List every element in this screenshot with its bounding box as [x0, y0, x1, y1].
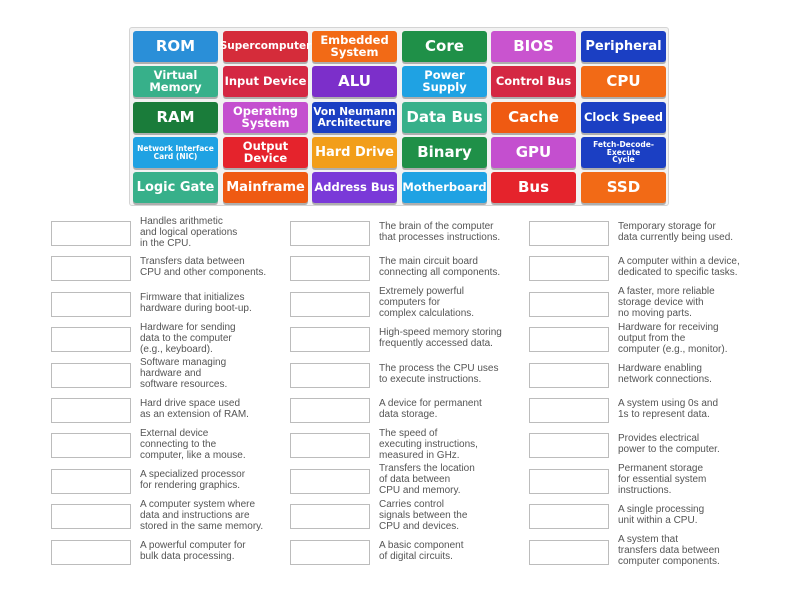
drop-slot[interactable]	[529, 292, 609, 317]
tile-rom[interactable]: ROM	[133, 31, 218, 62]
clue-text: A single processing unit within a CPU.	[618, 504, 705, 526]
clue-text: Firmware that initializes hardware during boot-up.	[140, 292, 252, 314]
clue-text: External device connecting to the computer, like a mouse.	[140, 428, 246, 461]
drop-slot[interactable]	[51, 540, 131, 565]
tile-von-neumann-architecture[interactable]: Von Neumann Architecture	[312, 102, 397, 133]
drop-slot[interactable]	[51, 398, 131, 423]
drop-slot[interactable]	[290, 504, 370, 529]
clue-text: The brain of the computer that processes instructions.	[379, 221, 501, 243]
drop-slot[interactable]	[51, 327, 131, 352]
drop-slot[interactable]	[51, 256, 131, 281]
tile-bus[interactable]: Bus	[491, 172, 576, 203]
drop-slot[interactable]	[529, 221, 609, 246]
drop-slot[interactable]	[529, 504, 609, 529]
clue-text: A computer system where data and instructions are stored in the same memory.	[140, 499, 264, 532]
clue-text: Hardware for receiving output from the computer (e.g., monitor).	[618, 322, 728, 355]
tile-hard-drive[interactable]: Hard Drive	[312, 137, 397, 168]
drop-slot[interactable]	[529, 327, 609, 352]
tile-data-bus[interactable]: Data Bus	[402, 102, 487, 133]
tile-gpu[interactable]: GPU	[491, 137, 576, 168]
tile-virtual-memory[interactable]: Virtual Memory	[133, 66, 218, 97]
drop-slot[interactable]	[290, 292, 370, 317]
tile-output-device[interactable]: Output Device	[223, 137, 308, 168]
drop-slot[interactable]	[290, 469, 370, 494]
tile-clock-speed[interactable]: Clock Speed	[581, 102, 666, 133]
drop-slot[interactable]	[51, 363, 131, 388]
tile-ssd[interactable]: SSD	[581, 172, 666, 203]
tile-ram[interactable]: RAM	[133, 102, 218, 133]
tile-peripheral[interactable]: Peripheral	[581, 31, 666, 62]
clue-text: A powerful computer for bulk data processing.	[140, 540, 246, 562]
clue-text: The speed of executing instructions, measured in GHz.	[379, 428, 478, 461]
clue-text: Handles arithmetic and logical operations in the CPU.	[140, 216, 238, 249]
drop-slot[interactable]	[290, 256, 370, 281]
drop-slot[interactable]	[529, 256, 609, 281]
tile-network-interface-card-nic[interactable]: Network Interface Card (NIC)	[133, 137, 218, 168]
drop-slot[interactable]	[51, 221, 131, 246]
tile-bios[interactable]: BIOS	[491, 31, 576, 62]
drop-slot[interactable]	[51, 504, 131, 529]
tile-logic-gate[interactable]: Logic Gate	[133, 172, 218, 203]
clue-text: Extremely powerful computers for complex calculations.	[379, 286, 475, 319]
tile-motherboard[interactable]: Motherboard	[402, 172, 487, 203]
clue-text: High-speed memory storing frequently accessed data.	[379, 327, 502, 349]
drop-slot[interactable]	[529, 363, 609, 388]
clue-text: A faster, more reliable storage device with no moving parts.	[618, 286, 715, 319]
tile-control-bus[interactable]: Control Bus	[491, 66, 576, 97]
drop-slot[interactable]	[529, 433, 609, 458]
clue-text: A computer within a device, dedicated to specific tasks.	[618, 256, 740, 278]
clue-text: Software managing hardware and software resources.	[140, 357, 228, 390]
clue-text: Transfers data between CPU and other components.	[140, 256, 267, 278]
drop-slot[interactable]	[290, 327, 370, 352]
tile-fetch-decode-execute-cycle[interactable]: Fetch-Decode-Execute Cycle	[581, 137, 666, 168]
drop-slot[interactable]	[290, 540, 370, 565]
drop-slot[interactable]	[529, 469, 609, 494]
tile-embedded-system[interactable]: Embedded System	[312, 31, 397, 62]
drop-slot[interactable]	[290, 433, 370, 458]
clue-text: The main circuit board connecting all components.	[379, 256, 501, 278]
clue-text: Temporary storage for data currently being used.	[618, 221, 734, 243]
clue-text: Hard drive space used as an extension of RAM.	[140, 398, 249, 420]
drop-slot[interactable]	[529, 398, 609, 423]
clue-text: Carries control signals between the CPU and devices.	[379, 499, 468, 532]
tile-power-supply[interactable]: Power Supply	[402, 66, 487, 97]
tile-supercomputer[interactable]: Supercomputer	[223, 31, 308, 62]
clue-text: Provides electrical power to the computer.	[618, 433, 720, 455]
clue-text: A system that transfers data between computer components.	[618, 534, 720, 567]
drop-slot[interactable]	[290, 221, 370, 246]
drop-slot[interactable]	[51, 469, 131, 494]
tile-core[interactable]: Core	[402, 31, 487, 62]
drop-slot[interactable]	[51, 433, 131, 458]
clue-text: Hardware for sending data to the computer (e.g., keyboard).	[140, 322, 236, 355]
drop-slot[interactable]	[51, 292, 131, 317]
tile-cpu[interactable]: CPU	[581, 66, 666, 97]
clue-text: Transfers the location of data between CPU and memory.	[379, 463, 475, 496]
tile-input-device[interactable]: Input Device	[223, 66, 308, 97]
tile-cache[interactable]: Cache	[491, 102, 576, 133]
clue-text: Permanent storage for essential system instructions.	[618, 463, 707, 496]
clue-text: The process the CPU uses to execute instructions.	[379, 363, 499, 385]
clue-text: A basic component of digital circuits.	[379, 540, 464, 562]
tile-binary[interactable]: Binary	[402, 137, 487, 168]
clue-text: Hardware enabling network connections.	[618, 363, 712, 385]
clue-text: A device for permanent data storage.	[379, 398, 482, 420]
clue-text: A specialized processor for rendering graphics.	[140, 469, 246, 491]
tile-address-bus[interactable]: Address Bus	[312, 172, 397, 203]
tile-alu[interactable]: ALU	[312, 66, 397, 97]
drop-slot[interactable]	[529, 540, 609, 565]
tile-operating-system[interactable]: Operating System	[223, 102, 308, 133]
drop-slot[interactable]	[290, 363, 370, 388]
drop-slot[interactable]	[290, 398, 370, 423]
clue-text: A system using 0s and 1s to represent data.	[618, 398, 719, 420]
tile-mainframe[interactable]: Mainframe	[223, 172, 308, 203]
